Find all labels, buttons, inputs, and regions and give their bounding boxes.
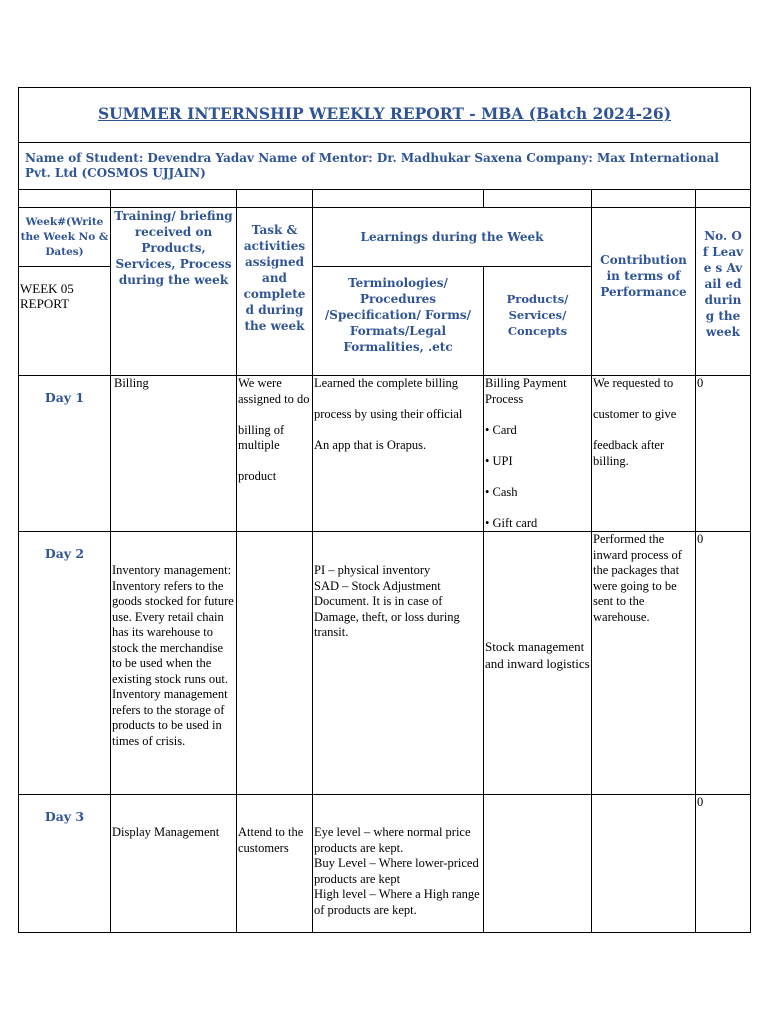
info-cell: [19, 143, 751, 190]
day-3-term-line-1: Eye level – where normal price products are kept.: [314, 825, 471, 855]
weekly-report-table: [18, 87, 751, 933]
day-1-contrib-line-2: customer to give: [593, 407, 677, 421]
day-3-contribution: [592, 795, 696, 933]
day-1-prod-line-1: Billing Payment Process: [485, 376, 567, 406]
training-header-cell: [111, 208, 237, 376]
day-3-training: [111, 795, 237, 933]
day-1-prod-line-3: • UPI: [485, 453, 513, 468]
leaves-header-cell: [696, 208, 751, 376]
week-header-cell: [19, 208, 111, 267]
day-1-leaves: [696, 376, 751, 532]
day-1-row: [19, 376, 751, 532]
day-1-term-line-1: Learned the complete billing: [314, 376, 459, 390]
day-3-label: Day 3: [44, 809, 85, 824]
day-1-contrib-line-1: We requested to: [593, 376, 674, 390]
day-3-leaves-value: 0: [697, 795, 704, 809]
day-1-label: Day 1: [44, 390, 85, 405]
terminologies-header-cell: [313, 267, 484, 376]
day-1-term-line-2: process by using their official: [314, 407, 463, 421]
week-label-cell: [19, 267, 111, 376]
report-sheet: [18, 87, 750, 933]
day-2-contribution-text: Performed the inward process of the packages that were going to be sent to the warehouse.: [593, 532, 682, 624]
products-header-cell: [484, 267, 592, 376]
student-mentor-company: Name of Student: Devendra Yadav Name of Mentor: Dr. Madhukar Saxena Company: Max International Pvt. Ltd (COSMOS UJJAIN): [25, 150, 719, 180]
day-1-training: [111, 376, 237, 532]
report-title: SUMMER INTERNSHIP WEEKLY REPORT - MBA (Batch 2024-26): [97, 104, 672, 124]
products-header: Products/ Services/ Concepts: [506, 292, 569, 338]
day-2-products: [484, 532, 592, 795]
day-1-task: [237, 376, 313, 532]
day-2-training: [111, 532, 237, 795]
week-header: Week#(Write the Week No & Dates): [20, 215, 109, 258]
day-2-label: Day 2: [44, 546, 85, 561]
day-3-term-line-2: Buy Level – Where lower-priced products are kept: [314, 856, 479, 886]
day-1-training-text: Billing: [114, 376, 149, 390]
terminologies-header: Terminologies/ Procedures /Specification/ Forms/ Formats/Legal Formalities, .etc: [324, 276, 472, 354]
day-3-leaves: [696, 795, 751, 933]
day-3-row: [19, 795, 751, 933]
day-1-prod-line-4: • Cash: [485, 484, 518, 499]
day-1-leaves-value: 0: [697, 376, 704, 390]
leaves-header: No. Of Leave s Avail ed durin g the week: [702, 229, 744, 339]
day-1-terminologies: [313, 376, 484, 532]
day-3-products: [484, 795, 592, 933]
training-header: Training/ briefing received on Products, Services, Process during the week: [114, 209, 233, 287]
day-1-products: [484, 376, 592, 532]
day-2-leaves-value: 0: [697, 532, 704, 546]
day-1-prod-line-2: • Card: [485, 422, 517, 437]
day-1-task-line-3: product: [238, 469, 277, 483]
day-2-term-line-2: SAD – Stock Adjustment Document. It is in case of Damage, theft, or loss during transit.: [314, 578, 460, 639]
day-1-term-line-3: An app that is Orapus.: [314, 438, 427, 452]
day-2-terminologies: [313, 532, 484, 795]
learnings-header-cell: [313, 208, 592, 267]
day-1-contribution: [592, 376, 696, 532]
week-label: WEEK 05 REPORT: [20, 281, 74, 311]
day-2-label-cell: [19, 532, 111, 795]
learnings-header: Learnings during the Week: [360, 230, 544, 244]
day-3-terminologies: [313, 795, 484, 933]
task-header-cell: [237, 208, 313, 376]
day-1-contrib-line-3: feedback after billing.: [593, 438, 665, 468]
day-3-training-text: Display Management: [112, 825, 220, 839]
spacer-row: [19, 190, 751, 208]
day-3-task: [237, 795, 313, 933]
day-1-label-cell: [19, 376, 111, 532]
day-2-contribution: [592, 532, 696, 795]
day-2-training-text: Inventory management: Inventory refers to the goods stocked for future use. Every retail chain has its warehouse to stock the merchandise to be used when the existing stock runs out. Inventory management refers to the storage of products to be used in times of crisis.: [112, 563, 234, 748]
day-2-task: [237, 532, 313, 795]
day-3-term-line-3: High level – Where a High range of products are kept.: [314, 887, 480, 917]
day-2-leaves: [696, 532, 751, 795]
title-cell: [19, 88, 751, 143]
day-3-task-text: Attend to the customers: [238, 825, 304, 855]
day-1-task-line-2: billing of multiple: [238, 422, 285, 452]
day-2-products-text: Stock management and inward logistics: [485, 639, 590, 671]
day-2-row: [19, 532, 751, 795]
day-3-label-cell: [19, 795, 111, 933]
task-header: Task & activities assigned and complete d during the week: [243, 223, 306, 333]
contribution-header-cell: [592, 208, 696, 376]
day-2-term-line-1: PI – physical inventory: [314, 563, 431, 577]
contribution-header: Contribution in terms of Performance: [600, 253, 687, 299]
day-1-task-line-1: We were assigned to do: [238, 376, 310, 406]
day-1-prod-line-5: • Gift card: [485, 515, 538, 530]
